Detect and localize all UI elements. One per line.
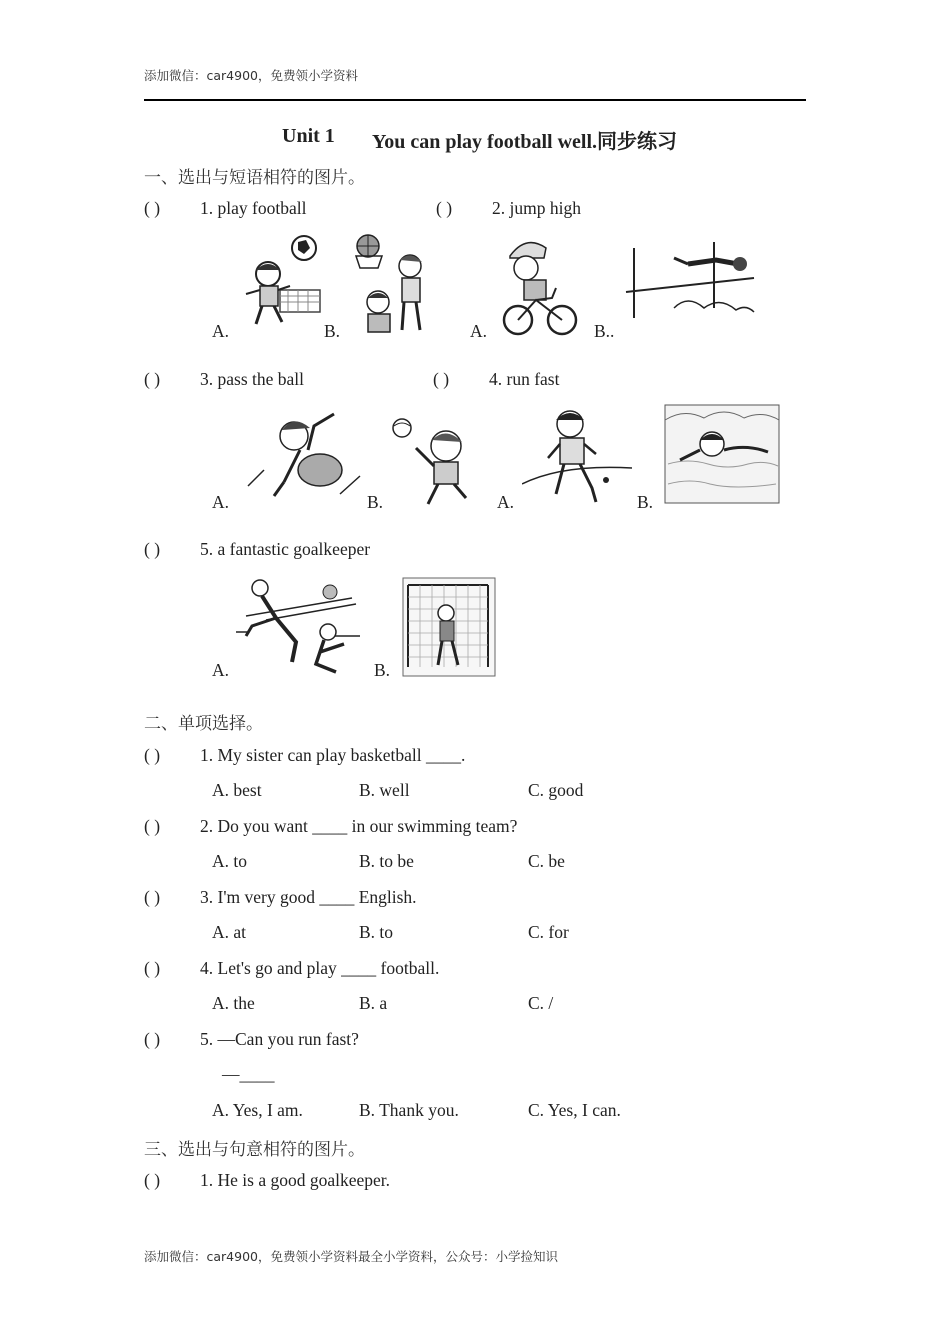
s2-q4-option-a[interactable]: A. the [212, 993, 255, 1013]
s2-q5-text: 5. —Can you run fast? [200, 1029, 359, 1049]
s1-q3-option-a[interactable]: A. [212, 492, 230, 512]
s2-q4-option-c[interactable]: C. / [528, 993, 554, 1013]
s1-q1-text: 1. play football [200, 198, 307, 218]
s1-q2-option-b[interactable]: B.. [594, 321, 615, 341]
s1-q5-option-b[interactable]: B. [374, 660, 391, 680]
s1-q1-option-b[interactable]: B. [324, 321, 341, 341]
footer-note: 添加微信：car4900，免费领小学资料最全小学资料，公众号：小学捡知识 [144, 1249, 558, 1264]
s2-q3-option-b[interactable]: B. to [359, 922, 394, 942]
s2-q5-option-a[interactable]: A. Yes, I am. [212, 1100, 303, 1120]
s2-q1-bracket[interactable]: ( ) [144, 745, 161, 765]
s2-q3-option-a[interactable]: A. at [212, 922, 247, 942]
s2-q4-bracket[interactable]: ( ) [144, 958, 161, 978]
s2-q2-option-c[interactable]: C. be [528, 851, 565, 871]
s1-q4-option-a[interactable]: A. [497, 492, 515, 512]
basketball-kids-image [350, 234, 442, 334]
high-jump-image [624, 238, 756, 334]
s2-q2-option-a[interactable]: A. to [212, 851, 247, 871]
s1-q1-option-a[interactable]: A. [212, 321, 230, 341]
girl-jumping-image [244, 406, 364, 506]
s2-q5-bracket[interactable]: ( ) [144, 1029, 161, 1049]
unit-label: Unit 1 [282, 125, 335, 147]
s1-q2-option-a[interactable]: A. [470, 321, 488, 341]
s2-q5-option-b[interactable]: B. Thank you. [359, 1100, 459, 1120]
s2-q3-option-c[interactable]: C. for [528, 922, 569, 942]
s2-q2-option-b[interactable]: B. to be [359, 851, 414, 871]
s1-q5-bracket[interactable]: ( ) [144, 539, 161, 559]
s1-q2-bracket[interactable]: ( ) [436, 198, 453, 218]
s2-q5-option-c[interactable]: C. Yes, I can. [528, 1100, 621, 1120]
s1-q5-text: 5. a fantastic goalkeeper [200, 539, 371, 559]
header-note: 添加微信：car4900，免费领小学资料 [144, 68, 358, 83]
swimmer-image [664, 404, 780, 504]
s1-q4-text: 4. run fast [489, 369, 560, 389]
cyclist-image [496, 234, 582, 336]
boy-throwing-ball-image [388, 414, 480, 510]
s1-q4-option-b[interactable]: B. [637, 492, 654, 512]
s2-q1-option-c[interactable]: C. good [528, 780, 584, 800]
s2-q3-text: 3. I'm very good ____ English. [200, 887, 417, 907]
s2-q2-bracket[interactable]: ( ) [144, 816, 161, 836]
section-one-heading: 一、选出与短语相符的图片。 [144, 168, 365, 187]
section-three-heading: 三、选出与句意相符的图片。 [144, 1140, 365, 1159]
s1-q3-text: 3. pass the ball [200, 369, 305, 389]
s2-q5-answer-line[interactable]: —____ [222, 1064, 275, 1084]
s2-q1-option-a[interactable]: A. best [212, 780, 262, 800]
header-rule [144, 99, 806, 101]
s3-q1-text: 1. He is a good goalkeeper. [200, 1170, 391, 1190]
s1-q1-bracket[interactable]: ( ) [144, 198, 161, 218]
s1-q2-text: 2. jump high [492, 198, 581, 218]
s1-q3-option-b[interactable]: B. [367, 492, 384, 512]
volleyball-players-image [236, 572, 360, 680]
s2-q1-option-b[interactable]: B. well [359, 780, 410, 800]
football-boy-image [236, 232, 324, 332]
s2-q4-text: 4. Let's go and play ____ football. [200, 958, 440, 978]
page-title: You can play football well.同步练习 [372, 131, 678, 153]
s1-q4-bracket[interactable]: ( ) [433, 369, 450, 389]
s2-q3-bracket[interactable]: ( ) [144, 887, 161, 907]
s1-q5-option-a[interactable]: A. [212, 660, 230, 680]
section-two-heading: 二、单项选择。 [144, 714, 263, 733]
runner-image [522, 404, 632, 508]
goalkeeper-image [402, 577, 496, 677]
s2-q2-text: 2. Do you want ____ in our swimming team? [200, 816, 518, 836]
s2-q4-option-b[interactable]: B. a [359, 993, 388, 1013]
s1-q3-bracket[interactable]: ( ) [144, 369, 161, 389]
s2-q1-text: 1. My sister can play basketball ____. [200, 745, 466, 765]
s3-q1-bracket[interactable]: ( ) [144, 1170, 161, 1190]
